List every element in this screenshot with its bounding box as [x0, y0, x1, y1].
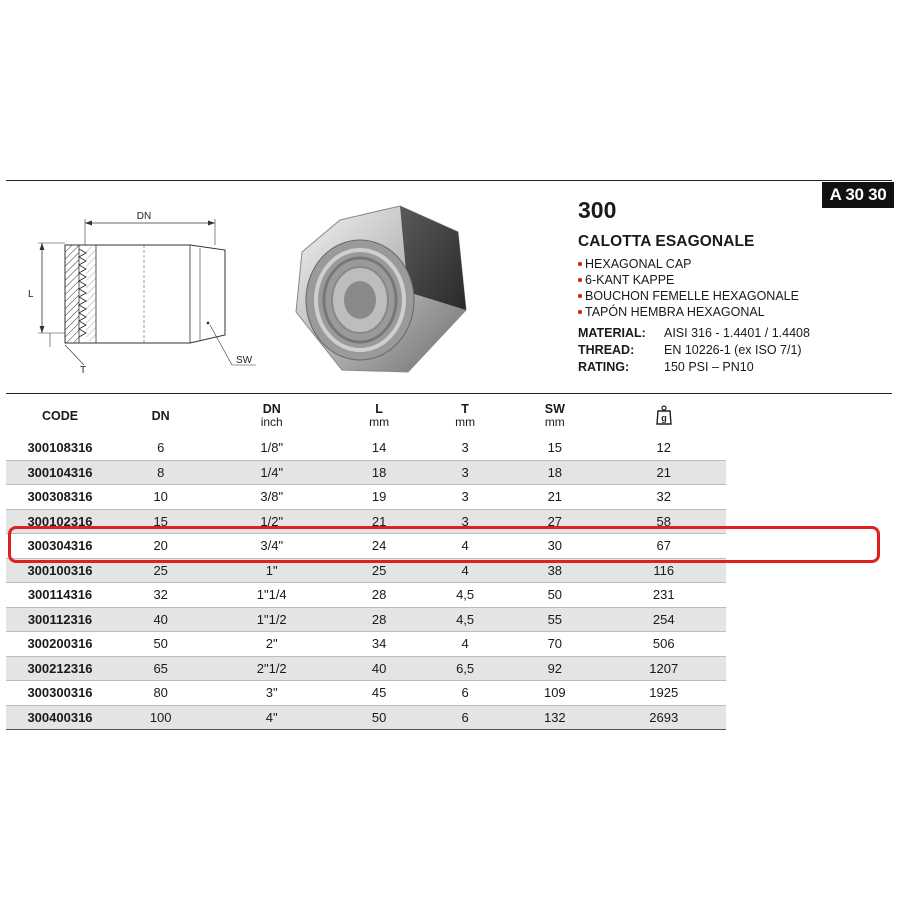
- cell-code: 300300316: [6, 681, 114, 706]
- cell-l: 21: [336, 509, 422, 534]
- dim-sw-label: SW: [236, 355, 253, 366]
- cell-t: 4,5: [422, 583, 508, 608]
- cell-sw: 92: [508, 656, 601, 681]
- cell-code: 300200316: [6, 632, 114, 657]
- cell-weight: 231: [602, 583, 727, 608]
- spec-label: THREAD:: [578, 343, 635, 357]
- cell-sw: 132: [508, 705, 601, 730]
- cell-dn-inch: 3": [207, 681, 336, 706]
- col-header-l: L mm: [369, 402, 390, 429]
- product-name-fr: BOUCHON FEMELLE HEXAGONALE: [578, 288, 878, 304]
- svg-text:g: g: [661, 412, 667, 423]
- cell-dn-inch: 1/2": [207, 509, 336, 534]
- cell-dn: 15: [114, 509, 207, 534]
- cell-dn: 6: [114, 436, 207, 460]
- col-header-t: T mm: [455, 402, 476, 429]
- cell-dn: 80: [114, 681, 207, 706]
- cell-dn-inch: 1": [207, 558, 336, 583]
- dim-l-label: L: [28, 289, 34, 300]
- cell-sw: 70: [508, 632, 601, 657]
- spec-value: EN 10226-1 (ex ISO 7/1): [664, 343, 802, 357]
- cell-t: 6: [422, 705, 508, 730]
- cell-code: 300212316: [6, 656, 114, 681]
- cell-code: 300304316: [6, 534, 114, 559]
- cell-sw: 15: [508, 436, 601, 460]
- cell-dn-inch: 1/8": [207, 436, 336, 460]
- cell-weight: 254: [602, 607, 727, 632]
- spec-value: 150 PSI – PN10: [664, 360, 754, 374]
- cell-t: 4: [422, 632, 508, 657]
- cell-t: 4,5: [422, 607, 508, 632]
- cell-l: 19: [336, 485, 422, 510]
- table-header-row: [6, 396, 726, 436]
- spec-label: MATERIAL:: [578, 326, 646, 340]
- cell-dn: 50: [114, 632, 207, 657]
- cell-dn-inch: 3/4": [207, 534, 336, 559]
- cell-code: 300112316: [6, 607, 114, 632]
- cell-code: 300114316: [6, 583, 114, 608]
- product-name-es: TAPÓN HEMBRA HEXAGONAL: [578, 304, 878, 320]
- cell-sw: 30: [508, 534, 601, 559]
- cell-dn-inch: 3/8": [207, 485, 336, 510]
- product-title: CALOTTA ESAGONALE: [578, 233, 755, 250]
- product-info: [578, 196, 878, 376]
- cell-dn-inch: 1"1/4: [207, 583, 336, 608]
- cell-weight: 12: [602, 436, 727, 460]
- cell-t: 3: [422, 460, 508, 485]
- cell-sw: 18: [508, 460, 601, 485]
- cell-weight: 1925: [602, 681, 727, 706]
- cell-weight: 32: [602, 485, 727, 510]
- cell-sw: 109: [508, 681, 601, 706]
- highlighted-row-outline: [8, 526, 880, 563]
- cell-t: 4: [422, 534, 508, 559]
- cell-code: 300308316: [6, 485, 114, 510]
- product-name-en: HEXAGONAL CAP: [578, 256, 878, 272]
- table-row: [6, 583, 726, 608]
- cell-t: 4: [422, 558, 508, 583]
- product-name-de: 6-KANT KAPPE: [578, 272, 878, 288]
- col-header-code: CODE: [41, 408, 79, 423]
- cell-t: 6: [422, 681, 508, 706]
- table-row: [6, 656, 726, 681]
- spec-rating: [578, 359, 878, 376]
- table-row: [6, 705, 726, 730]
- table-row: [6, 607, 726, 632]
- cell-sw: 38: [508, 558, 601, 583]
- cell-weight: 21: [602, 460, 727, 485]
- cell-dn: 32: [114, 583, 207, 608]
- cell-l: 34: [336, 632, 422, 657]
- cell-t: 6,5: [422, 656, 508, 681]
- cell-dn: 8: [114, 460, 207, 485]
- cell-dn: 100: [114, 705, 207, 730]
- cell-dn: 10: [114, 485, 207, 510]
- col-header-dn: DN: [151, 408, 170, 423]
- spec-label: RATING:: [578, 360, 630, 374]
- col-header-weight: [602, 396, 727, 436]
- cell-weight: 506: [602, 632, 727, 657]
- cell-l: 45: [336, 681, 422, 706]
- col-header-sw: SW mm: [544, 402, 565, 429]
- cell-l: 28: [336, 583, 422, 608]
- product-photo: [280, 192, 480, 387]
- cell-weight: 58: [602, 509, 727, 534]
- spec-value: AISI 316 - 1.4401 / 1.4408: [664, 326, 810, 340]
- cell-dn: 20: [114, 534, 207, 559]
- spec-material: [578, 325, 878, 342]
- table-row: [6, 436, 726, 460]
- cell-weight: 116: [602, 558, 727, 583]
- product-specs: [578, 325, 878, 376]
- table-row: [6, 485, 726, 510]
- cell-code: 300400316: [6, 705, 114, 730]
- weight-icon: [656, 405, 672, 425]
- cell-dn-inch: 4": [207, 705, 336, 730]
- dim-t-label: T: [80, 365, 87, 376]
- spec-thread: [578, 342, 878, 359]
- cell-sw: 21: [508, 485, 601, 510]
- cell-t: 3: [422, 509, 508, 534]
- cell-l: 25: [336, 558, 422, 583]
- cell-dn-inch: 1/4": [207, 460, 336, 485]
- cell-sw: 50: [508, 583, 601, 608]
- cell-weight: 67: [602, 534, 727, 559]
- cell-l: 24: [336, 534, 422, 559]
- cell-l: 50: [336, 705, 422, 730]
- cell-t: 3: [422, 436, 508, 460]
- top-rule: [6, 180, 892, 181]
- page-badge: A 30 30: [822, 182, 894, 208]
- cell-weight: 1207: [602, 656, 727, 681]
- technical-drawing: [20, 205, 270, 380]
- product-names: [578, 256, 878, 320]
- cell-code: 300102316: [6, 509, 114, 534]
- cell-dn: 65: [114, 656, 207, 681]
- dim-dn-label: DN: [136, 211, 152, 222]
- table-row: [6, 460, 726, 485]
- cell-weight: 2693: [602, 705, 727, 730]
- cell-t: 3: [422, 485, 508, 510]
- cell-dn: 25: [114, 558, 207, 583]
- cell-dn-inch: 2": [207, 632, 336, 657]
- col-header-dn-inch: DN inch: [260, 402, 283, 429]
- cell-code: 300104316: [6, 460, 114, 485]
- cell-sw: 55: [508, 607, 601, 632]
- table-top-rule: [6, 393, 892, 394]
- cell-code: 300108316: [6, 436, 114, 460]
- table-row: [6, 681, 726, 706]
- cell-dn-inch: 2"1/2: [207, 656, 336, 681]
- cell-l: 14: [336, 436, 422, 460]
- cell-dn-inch: 1"1/2: [207, 607, 336, 632]
- cell-l: 40: [336, 656, 422, 681]
- cell-dn: 40: [114, 607, 207, 632]
- table-row: [6, 632, 726, 657]
- dimensions-table: [6, 396, 726, 730]
- cell-sw: 27: [508, 509, 601, 534]
- cell-l: 18: [336, 460, 422, 485]
- product-code: 300: [578, 197, 617, 223]
- cell-code: 300100316: [6, 558, 114, 583]
- cell-l: 28: [336, 607, 422, 632]
